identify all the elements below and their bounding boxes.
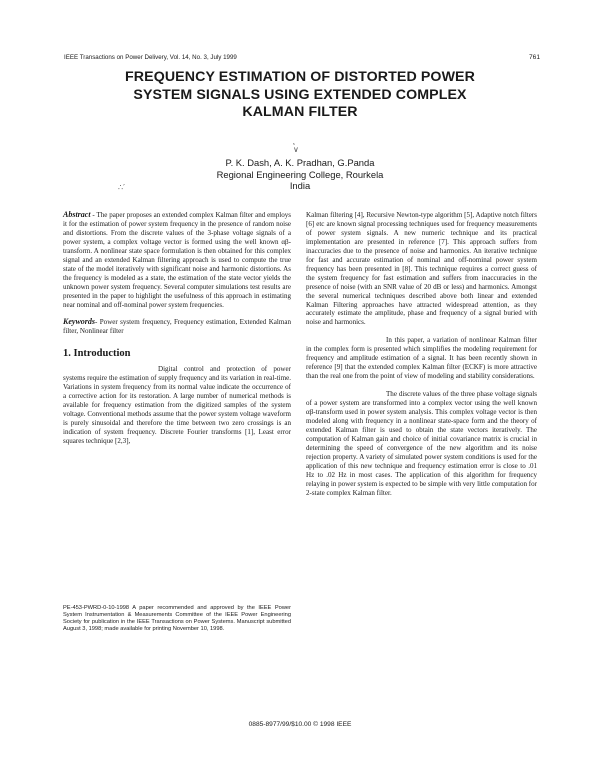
left-column [63, 211, 291, 446]
abstract-paragraph [63, 211, 291, 309]
scan-speck-mark: ˛̣ [292, 136, 296, 145]
page-number: 761 [528, 54, 540, 61]
title-line-2: SYSTEM SIGNALS USING EXTENDED COMPLEX [133, 86, 467, 103]
author-block [60, 157, 540, 192]
introduction-paragraph: Digital control and protection of power systems require the estimation of supply frequency and its variation in real-time. Variations in system frequency from its normal value indicate the occurrence of a corrective action for its restoration. A large number of numerical methods is available for frequency estimation from the digitized samples of the system voltage. Conventional methods assume that the power system voltage waveform is purely sinusoidal and therefore the time between two zero crossings is an indication of system frequency. Discrete Fourier transforms [1], Least error squares technique [2,3], [63, 365, 291, 445]
author-country: India [289, 180, 311, 191]
right-paragraph-1: Kalman filtering [4], Recursive Newton-type algorithm [5], Adaptive notch filters [6] etc are known signal processing techniques used for frequency measurements of power system signals. A new numeric technique and its practical implementation are presented in reference [7]. This approach suffers from inaccuracies due to the presence of noise and harmonics. An iterative technique for fast and accurate estimation of nominal and off-nominal power system frequency has been presented in [8]. This technique requires a correct guess of the system frequency for fast estimation and suffers from inaccuracies in the presence of noise (with an SNR value of 20 dB or less) and harmonics. Amongst the several numerical techniques described above both linear and extended Kalman Filtering approaches have attracted widespread attention, as they accurately estimate the amplitude, phase and frequency of a signal buried with noise and harmonics. [306, 211, 537, 327]
footnote: PE-453-PWRD-0-10-1998 A paper recommended and approved by the IEEE Power System Instrumentation & Measurements Committee of the IEEE Power Engineering Society for publication in the IEEE Transactions on Power Systems. Manuscript submitted August 3, 1998; made available for printing November 10, 1998. [63, 605, 291, 633]
keywords-paragraph [63, 318, 291, 336]
title-line-3: KALMAN FILTER [242, 104, 358, 120]
paper-title [60, 69, 540, 122]
keywords-text: - Power system frequency, Frequency estimation, Extended Kalman filter, Nonlinear filter [63, 318, 291, 336]
author-affiliation: Regional Engineering College, Rourkela [216, 168, 384, 180]
scan-speck-mark: ∴′ [118, 183, 125, 192]
copyright-footer: 0885-8977/99/$10.00 © 1998 IEEE [248, 721, 352, 728]
title-line-1: FREQUENCY ESTIMATION OF DISTORTED POWER [125, 69, 475, 85]
right-column [306, 211, 537, 498]
introduction-heading: 1. Introduction [63, 348, 131, 360]
author-names: P. K. Dash, A. K. Pradhan, G.Panda [225, 157, 375, 168]
right-paragraph-2: In this paper, a variation of nonlinear Kalman filter in the complex form is presented which simplifies the modeling requirement for frequency and amplitude estimation of a signal. It has been recently shown in reference [9] that the extended complex Kalman filter (ECKF) is more attractive than the real one from the point of view of modeling and stability considerations. [306, 336, 537, 381]
scan-speck-mark: ∨ [293, 145, 299, 154]
journal-header: IEEE Transactions on Power Delivery, Vol. 14, No. 3, July 1999 [64, 54, 237, 61]
abstract-label: Abstract [63, 210, 91, 219]
keywords-label: Keywords [63, 317, 95, 327]
right-paragraph-3: The discrete values of the three phase voltage signals of a power system are transformed into a complex vector using the well known αβ-transform used in power system analysis. This complex voltage vector is then modeled along with frequency in a nonlinear state-space form and the theory of extended Kalman filter is used to obtain the state vectors iteratively. The computation of Kalman gain and choice of initial covariance matrix is crucial in determining the speed of convergence of the new algorithm and its noise rejection property. A variety of simulated power system conditions is used for the application of this new technique and frequency estimation error is close to .01 Hz to .02 Hz in most cases. The application of this algorithm for frequency relaying in power system is expected to be simple with very little computation for 2-state complex Kalman filter. [306, 390, 537, 497]
abstract-text: - The paper proposes an extended complex Kalman filter and employs it for the estimation of power system frequency in the presence of random noise and distortions. From the discrete values of the 3-phase voltage signals of a power system, a complex voltage vector is formed using the well known αβ-transform. A nonlinear state space formulation is then obtained for this complex signal and an extended Kalman filtering approach is used to compute the true state of the model iteratively with significant noise and harmonic distortions. As the frequency is modeled as a state, the estimation of the state vector yields the unknown power system frequency. Several computer simulations test results are presented in the paper to highlight the usefulness of this approach in estimating near nominal and off-nominal power system frequencies. [63, 211, 291, 309]
